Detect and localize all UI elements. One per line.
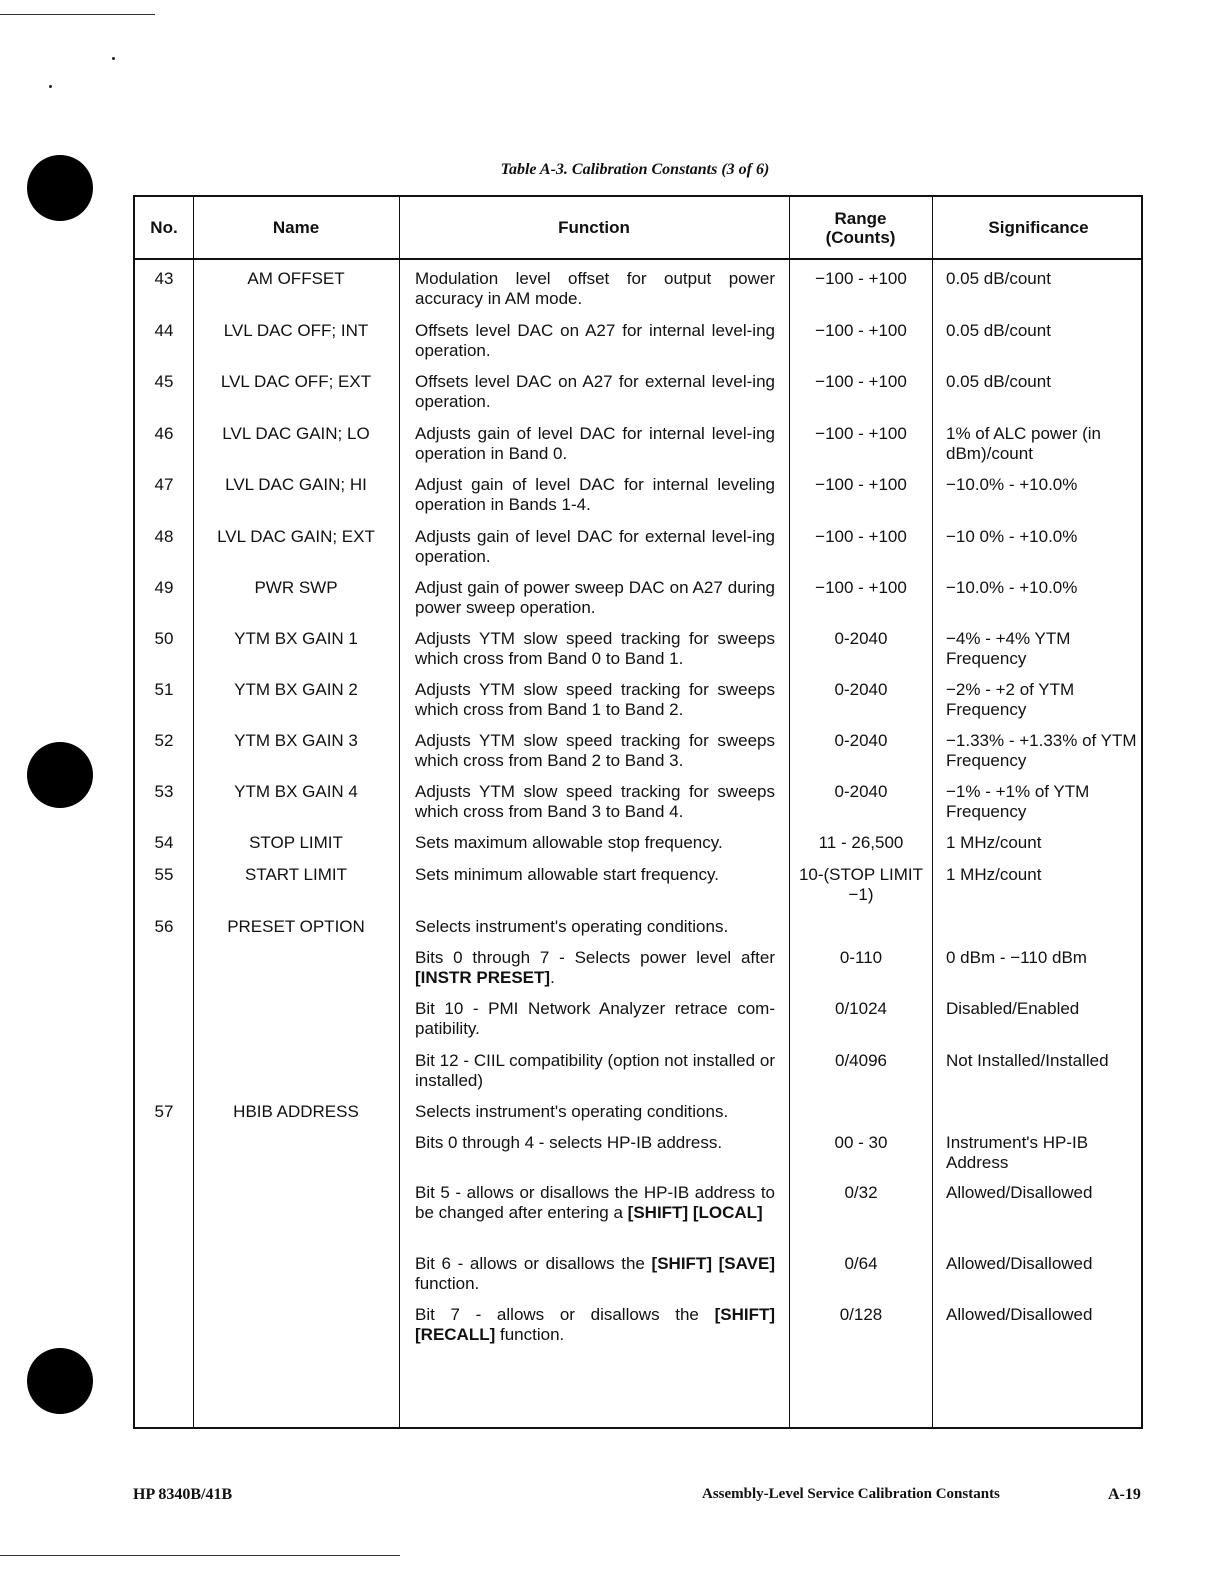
row-range: 0/32 [844,1183,878,1202]
footer-model: HP 8340B/41B [133,1486,233,1503]
row-number: 47 [154,475,174,494]
function-text: Sets minimum allowable start frequency. [415,865,719,884]
row-range: 0-2040 [834,680,888,699]
row-function [415,917,775,937]
row-range: −100 - +100 [815,527,907,546]
row-number: 43 [154,269,174,288]
function-tail: function. [415,1274,480,1293]
row-significance: 1 MHz/count [946,865,1042,884]
row-significance: Allowed/Disallowed [946,1254,1093,1273]
row-significance: 0.05 dB/count [946,372,1051,391]
row-range: −100 - +100 [815,578,907,597]
row-number: 51 [154,680,174,699]
row-range: 10-(STOP LIMIT −1) [798,865,924,904]
function-text: Sets maximum allowable stop frequency. [415,833,723,852]
row-significance: −1% - +1% of YTM Frequency [946,782,1090,821]
row-number: 52 [154,731,174,750]
function-text: Offsets level DAC on A27 for external level-ing operation. [415,372,775,411]
row-function [415,372,775,412]
header-function: Function [558,218,630,237]
row-function [415,1183,775,1223]
row-range: −100 - +100 [815,475,907,494]
row-number: 55 [154,865,174,884]
row-significance: −1.33% - +1.33% of YTM Frequency [946,731,1137,770]
row-function [415,1254,775,1294]
function-text: Adjusts YTM slow speed tracking for sweeps which cross from Band 3 to Band 4. [415,782,775,821]
row-function [415,1305,775,1345]
binder-hole-icon [27,1348,93,1414]
row-range: 0-2040 [834,629,888,648]
function-text: Bits 0 through 7 - Selects power level after [415,948,775,967]
row-name: LVL DAC GAIN; HI [225,475,367,494]
footer-section: Assembly-Level Service Calibration Constants [702,1486,1000,1502]
row-range: 0/64 [844,1254,878,1273]
function-tail: function. [495,1325,565,1344]
row-range: −100 - +100 [815,269,907,288]
function-text: Bit 7 - allows or disallows the [415,1305,699,1324]
row-range: 0/4096 [835,1051,887,1070]
top-rule [0,14,155,15]
row-function [415,269,775,309]
row-number: 53 [154,782,174,801]
row-number: 57 [154,1102,174,1121]
function-text: Adjusts YTM slow speed tracking for sweeps which cross from Band 0 to Band 1. [415,629,775,668]
row-range: 0/128 [839,1305,883,1324]
binder-hole-icon [27,742,93,808]
row-name: LVL DAC GAIN; EXT [217,527,375,546]
header-no: No. [150,218,178,237]
function-text: Adjusts YTM slow speed tracking for sweeps which cross from Band 1 to Band 2. [415,680,775,719]
row-range: −100 - +100 [815,372,907,391]
row-significance: Allowed/Disallowed [946,1305,1093,1324]
row-function [415,1133,775,1153]
row-significance: 0.05 dB/count [946,269,1051,288]
function-text: Adjusts YTM slow speed tracking for sweeps which cross from Band 2 to Band 3. [415,731,775,770]
table-caption: Table A-3. Calibration Constants (3 of 6) [500,161,770,178]
header-range: Range (Counts) [825,208,896,247]
row-function [415,527,775,567]
row-significance: Allowed/Disallowed [946,1183,1093,1202]
row-function [415,948,775,988]
row-range: −100 - +100 [815,424,907,443]
row-name: LVL DAC OFF; EXT [220,372,372,391]
header-divider [135,258,1141,260]
function-text: Bit 5 - allows or disallows the HP-IB address to be changed after entering a [415,1183,775,1222]
function-text: Adjust gain of power sweep DAC on A27 during power sweep operation. [415,578,775,617]
row-function [415,1102,775,1122]
row-significance: 1 MHz/count [946,833,1042,852]
row-name: YTM BX GAIN 2 [234,680,358,699]
row-range: 0-110 [839,948,883,967]
row-function [415,865,775,885]
row-function [415,475,775,515]
row-number: 46 [154,424,174,443]
row-number: 49 [154,578,174,597]
bottom-rule [0,1555,400,1556]
row-significance: −10.0% - +10.0% [946,475,1078,494]
function-text: Selects instrument's operating conditions. [415,1102,729,1121]
row-significance: 0.05 dB/count [946,321,1051,340]
row-number: 56 [154,917,174,936]
row-number: 48 [154,527,174,546]
row-function [415,629,775,669]
function-text: Selects instrument's operating conditions. [415,917,729,936]
row-name: AM OFFSET [247,269,345,288]
calibration-table [133,195,1143,1429]
function-text: Modulation level offset for output power accuracy in AM mode. [415,269,775,308]
row-range: −100 - +100 [815,321,907,340]
scan-speck [49,85,52,88]
row-number: 50 [154,629,174,648]
row-significance: Instrument's HP-IB Address [946,1133,1089,1172]
row-function [415,424,775,464]
scan-speck [112,57,115,60]
row-significance: Disabled/Enabled [946,999,1080,1018]
row-range: 0/1024 [835,999,887,1018]
function-text: Bit 6 - allows or disallows the [415,1254,645,1273]
footer-page-number: A-19 [1108,1486,1141,1503]
row-number: 54 [154,833,174,852]
row-name: LVL DAC OFF; INT [223,321,369,340]
function-text: Adjust gain of level DAC for internal leveling operation in Bands 1-4. [415,475,775,514]
function-text: Offsets level DAC on A27 for internal level-ing operation. [415,321,775,360]
row-function [415,999,775,1039]
row-function [415,578,775,618]
row-name: START LIMIT [244,865,348,884]
header-name: Name [272,218,320,237]
row-range: 00 - 30 [834,1133,888,1152]
function-key-label: [SHIFT] [LOCAL] [627,1203,763,1222]
row-name: PWR SWP [254,578,338,597]
function-text: Bit 12 - CIIL compatibility (option not installed or installed) [415,1051,775,1090]
row-significance: −4% - +4% YTM Frequency [946,629,1071,668]
row-significance: −10.0% - +10.0% [946,578,1078,597]
row-significance: 1% of ALC power (in dBm)/count [946,424,1101,463]
header-significance: Significance [988,218,1089,237]
row-significance: −10 0% - +10.0% [946,527,1078,546]
function-text: Bits 0 through 4 - selects HP-IB address. [415,1133,723,1152]
row-function [415,1051,775,1091]
row-name: LVL DAC GAIN; LO [222,424,370,443]
row-range: 0-2040 [834,731,888,750]
row-name: HBIB ADDRESS [233,1102,359,1121]
row-number: 44 [154,321,174,340]
row-name: STOP LIMIT [249,833,343,852]
row-significance: 0 dBm - −110 dBm [946,948,1087,967]
function-text: Adjusts gain of level DAC for internal level-ing operation in Band 0. [415,424,775,463]
row-function [415,731,775,771]
function-text: Bit 10 - PMI Network Analyzer retrace com-patibility. [415,999,775,1038]
row-name: YTM BX GAIN 3 [234,731,358,750]
row-function [415,680,775,720]
row-number: 45 [154,372,174,391]
row-name: PRESET OPTION [227,917,365,936]
function-text: Adjusts gain of level DAC for external level-ing operation. [415,527,775,566]
row-function [415,321,775,361]
row-name: YTM BX GAIN 4 [234,782,358,801]
row-function [415,782,775,822]
row-function [415,833,775,853]
function-key-label: [INSTR PRESET] [415,968,551,987]
column-divider [399,197,400,1427]
function-key-label: [SHIFT] [SAVE] [651,1254,775,1273]
function-tail: . [550,968,555,987]
function-key-label: [SHIFT] [RECALL] [415,1305,775,1344]
row-range: 11 - 26,500 [818,833,904,852]
row-significance: Not Installed/Installed [946,1051,1109,1070]
row-name: YTM BX GAIN 1 [234,629,358,648]
row-significance: −2% - +2 of YTM Frequency [946,680,1075,719]
row-range: 0-2040 [834,782,888,801]
